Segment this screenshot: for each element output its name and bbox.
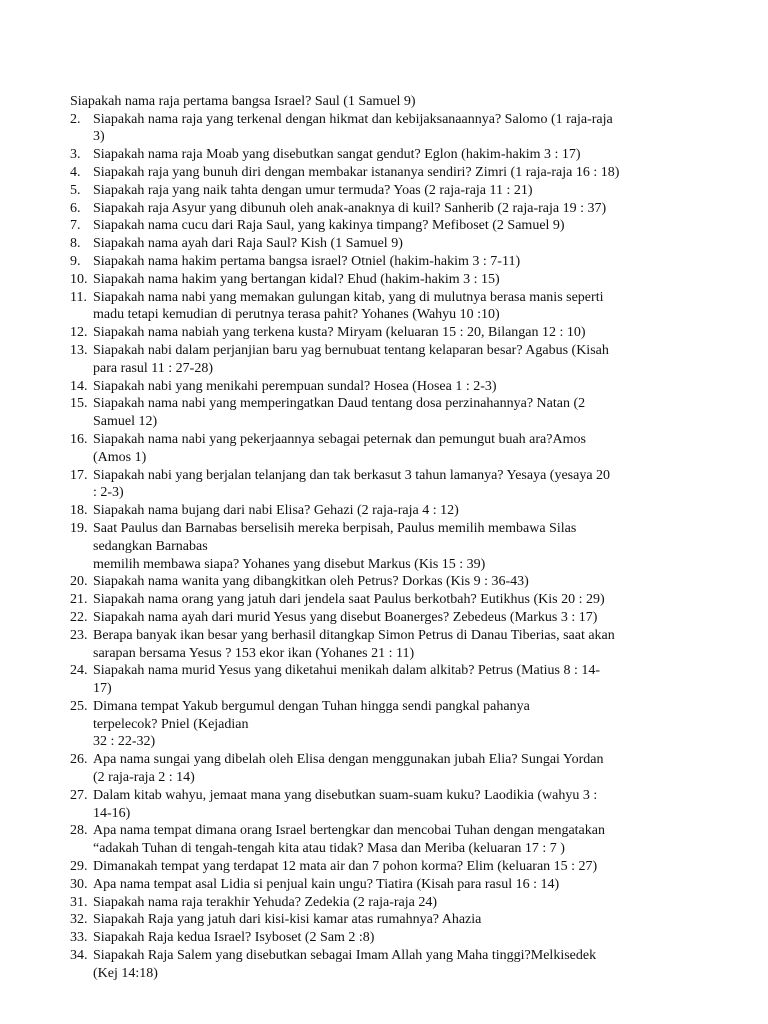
list-item [70, 929, 708, 947]
item-text-line: memilih membawa siapa? Yohanes yang disebut Markus (Kis 15 : 39) [93, 556, 486, 572]
item-text-line: Dimanakah tempat yang terdapat 12 mata air dan 7 pohon korma? Elim (keluaran 15 : 27) [93, 859, 598, 875]
item-text-line: (Amos 1) [93, 449, 147, 465]
item-text-line: Siapakah nama raja Moab yang disebutkan sangat gendut? Eglon (hakim-hakim 3 : 17) [93, 147, 581, 163]
list-item [70, 164, 708, 182]
item-number: 34. [70, 948, 88, 964]
item-number: 7. [70, 218, 81, 234]
item-text-line: Dimana tempat Yakub bergumul dengan Tuhan hingga sendi pangkal pahanya [93, 698, 530, 714]
list-item [70, 787, 708, 823]
question-list [70, 111, 708, 983]
list-item [70, 894, 708, 912]
intro-question: Siapakah nama raja pertama bangsa Israel? Saul (1 Samuel 9) [70, 94, 416, 109]
list-item [70, 253, 708, 271]
item-text-line: Berapa banyak ikan besar yang berhasil ditangkap Simon Petrus di Danau Tiberias, saat akan [93, 627, 615, 643]
item-text-line: Siapakah nabi dalam perjanjian baru yag bernubuat tentang kelaparan besar? Agabus (Kisah [93, 342, 609, 358]
item-text-line: Siapakah Raja yang jatuh dari kisi-kisi kamar atas rumahnya? Ahazia [93, 912, 482, 928]
item-text-line: Siapakah nama murid Yesus yang diketahui menikah dalam alkitab? Petrus (Matius 8 : 14- [93, 663, 601, 679]
list-item [70, 182, 708, 200]
item-text-line: sarapan bersama Yesus ? 153 ekor ikan (Yohanes 21 : 11) [93, 645, 415, 661]
item-text-line: terpelecok? Pniel (Kejadian [93, 716, 249, 732]
item-number: 31. [70, 894, 88, 910]
item-number: 4. [70, 164, 81, 180]
item-text-line: 32 : 22-32) [93, 734, 156, 750]
item-number: 22. [70, 609, 88, 625]
list-item [70, 911, 708, 929]
list-item [70, 200, 708, 218]
list-item [70, 520, 708, 573]
item-number: 24. [70, 663, 88, 679]
item-text-line: (2 raja-raja 2 : 14) [93, 770, 195, 786]
list-item [70, 378, 708, 396]
item-number: 2. [70, 111, 81, 127]
item-text-line: Siapakah nama hakim yang bertangan kidal? Ehud (hakim-hakim 3 : 15) [93, 271, 500, 287]
item-number: 19. [70, 520, 88, 536]
list-item [70, 947, 708, 983]
item-number: 10. [70, 271, 88, 287]
list-item [70, 111, 708, 147]
item-text-line: 3) [93, 129, 105, 145]
item-number: 27. [70, 787, 88, 803]
item-text-line: Samuel 12) [93, 414, 158, 430]
item-text-line: Siapakah nama wanita yang dibangkitkan oleh Petrus? Dorkas (Kis 9 : 36-43) [93, 574, 529, 590]
item-text-line: Siapakah nama nabi yang memperingatkan Daud tentang dosa perzinahannya? Natan (2 [93, 396, 586, 412]
item-text-line: Siapakah Raja kedua Israel? Isyboset (2 Sam 2 :8) [93, 930, 375, 946]
item-text-line: Siapakah nama nabiah yang terkena kusta? Miryam (keluaran 15 : 20, Bilangan 12 : 10) [93, 325, 586, 341]
item-text-line: Apa nama tempat dimana orang Israel bertengkar dan mencobai Tuhan dengan mengatakan [93, 823, 605, 839]
item-text-line: 14-16) [93, 805, 131, 821]
item-text-line: Apa nama sungai yang dibelah oleh Elisa dengan menggunakan jubah Elia? Sungai Yordan [93, 752, 604, 768]
list-item [70, 235, 708, 253]
list-item [70, 271, 708, 289]
list-item [70, 591, 708, 609]
item-number: 3. [70, 147, 81, 163]
list-item [70, 324, 708, 342]
list-item [70, 698, 708, 751]
item-text-line: Siapakah nama nabi yang memakan gulungan kitab, yang di mulutnya berasa manis seperti [93, 289, 604, 305]
item-number: 28. [70, 823, 88, 839]
item-text-line: Siapakah nama ayah dari Raja Saul? Kish (1 Samuel 9) [93, 236, 403, 252]
list-item [70, 217, 708, 235]
item-number: 17. [70, 467, 88, 483]
item-text-line: Siapakah nama nabi yang pekerjaannya sebagai peternak dan pemungut buah ara?Amos [93, 431, 586, 447]
list-item [70, 342, 708, 378]
item-number: 13. [70, 342, 88, 358]
item-number: 32. [70, 912, 88, 928]
item-text-line: Siapakah raja yang bunuh diri dengan membakar istananya sendiri? Zimri (1 raja-raja 16 : 18) [93, 164, 620, 180]
item-number: 18. [70, 503, 88, 519]
item-text-line: : 2-3) [93, 485, 124, 501]
item-text-line: Dalam kitab wahyu, jemaat mana yang disebutkan suam-suam kuku? Laodikia (wahyu 3 : [93, 787, 598, 803]
list-item [70, 858, 708, 876]
item-text-line: Siapakah nabi yang berjalan telanjang dan tak berkasut 3 tahun lamanya? Yesaya (yesaya 20 [93, 467, 611, 483]
item-text-line: Siapakah nama ayah dari murid Yesus yang disebut Boanerges? Zebedeus (Markus 3 : 17) [93, 609, 598, 625]
item-text-line: Saat Paulus dan Barnabas berselisih mereka berpisah, Paulus memilih membawa Silas [93, 520, 577, 536]
item-text-line: Siapakah raja Asyur yang dibunuh oleh anak-anaknya di kuil? Sanherib (2 raja-raja 19 : 37) [93, 200, 607, 216]
item-number: 14. [70, 378, 88, 394]
item-text-line: madu tetapi kemudian di perutnya terasa pahit? Yohanes (Wahyu 10 :10) [93, 307, 500, 323]
item-text-line: 17) [93, 681, 112, 697]
item-text-line: Siapakah nama bujang dari nabi Elisa? Gehazi (2 raja-raja 4 : 12) [93, 503, 459, 519]
list-item [70, 822, 708, 858]
list-item [70, 289, 708, 325]
item-number: 26. [70, 752, 88, 768]
list-item [70, 751, 708, 787]
list-item [70, 146, 708, 164]
item-number: 12. [70, 325, 88, 341]
item-number: 5. [70, 182, 81, 198]
item-text-line: (Kej 14:18) [93, 965, 158, 981]
item-number: 30. [70, 876, 88, 892]
item-number: 20. [70, 574, 88, 590]
item-text-line: Siapakah Raja Salem yang disebutkan sebagai Imam Allah yang Maha tinggi?Melkisedek [93, 948, 597, 964]
item-text-line: “adakah Tuhan di tengah-tengah kita atau tidak? Masa dan Meriba (keluaran 17 : 7 ) [93, 841, 565, 857]
list-item [70, 627, 708, 663]
item-number: 15. [70, 396, 88, 412]
item-number: 23. [70, 627, 88, 643]
list-item [70, 502, 708, 520]
item-number: 21. [70, 592, 88, 608]
item-text-line: Siapakah raja yang naik tahta dengan umur termuda? Yoas (2 raja-raja 11 : 21) [93, 182, 533, 198]
item-number: 29. [70, 859, 88, 875]
list-item [70, 876, 708, 894]
item-number: 33. [70, 930, 88, 946]
item-text-line: Siapakah nama orang yang jatuh dari jendela saat Paulus berkotbah? Eutikhus (Kis 20 : 29) [93, 592, 605, 608]
item-number: 16. [70, 431, 88, 447]
list-item [70, 431, 708, 467]
item-number: 11. [70, 289, 87, 305]
item-text-line: Apa nama tempat asal Lidia si penjual kain ungu? Tiatira (Kisah para rasul 16 : 14) [93, 876, 560, 892]
list-item [70, 395, 708, 431]
list-item [70, 467, 708, 503]
item-text-line: Siapakah nabi yang menikahi perempuan sundal? Hosea (Hosea 1 : 2-3) [93, 378, 497, 394]
list-item [70, 609, 708, 627]
item-text-line: Siapakah nama raja terakhir Yehuda? Zedekia (2 raja-raja 24) [93, 894, 438, 910]
item-text-line: sedangkan Barnabas [93, 538, 208, 554]
list-item [70, 662, 708, 698]
item-text-line: Siapakah nama hakim pertama bangsa israel? Otniel (hakim-hakim 3 : 7-11) [93, 253, 521, 269]
list-item [70, 573, 708, 591]
item-number: 9. [70, 253, 81, 269]
item-number: 6. [70, 200, 81, 216]
item-number: 25. [70, 698, 88, 714]
item-number: 8. [70, 236, 81, 252]
item-text-line: para rasul 11 : 27-28) [93, 360, 213, 376]
item-text-line: Siapakah nama cucu dari Raja Saul, yang kakinya timpang? Mefiboset (2 Samuel 9) [93, 218, 565, 234]
item-text-line: Siapakah nama raja yang terkenal dengan hikmat dan kebijaksanaannya? Salomo (1 raja-raja [93, 111, 613, 127]
